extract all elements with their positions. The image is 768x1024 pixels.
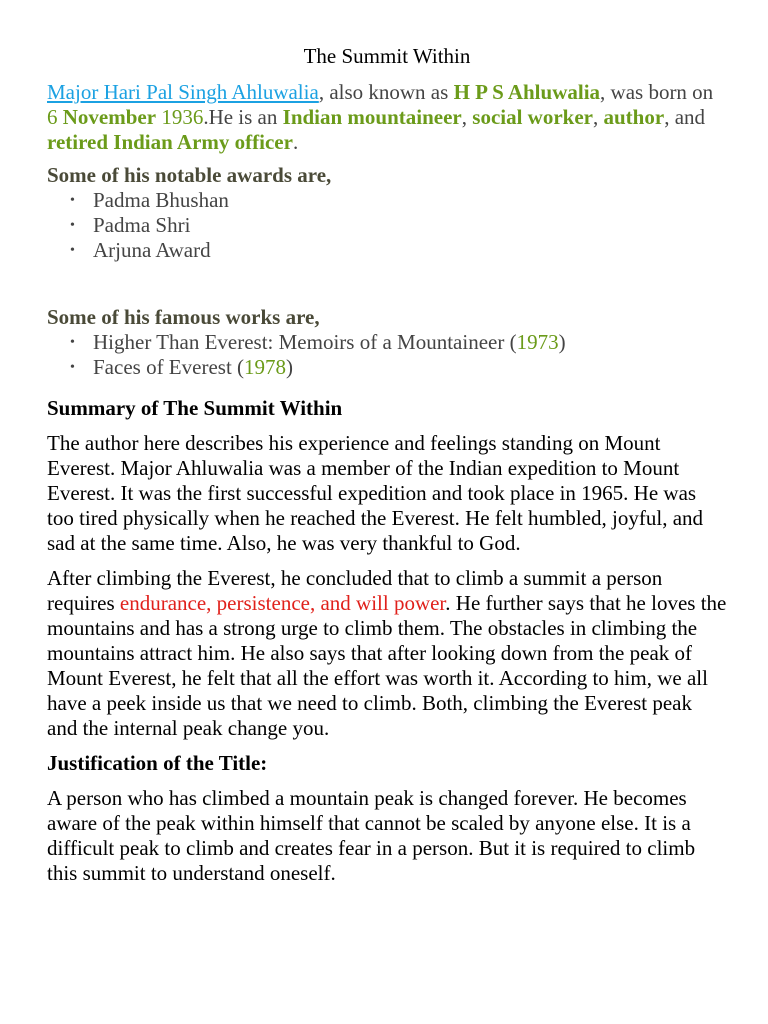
intro-text: , also known as xyxy=(318,80,454,104)
justification-heading: Justification of the Title: xyxy=(47,751,268,775)
work-title: Higher Than Everest: Memoirs of a Mountaineer ( xyxy=(93,330,517,354)
document-page xyxy=(47,42,727,886)
work-item xyxy=(93,355,727,380)
author-name-link[interactable]: Major Hari Pal Singh Ahluwalia xyxy=(47,80,319,104)
qualities-highlight: endurance, persistence, and will power xyxy=(119,591,446,615)
works-heading: Some of his famous works are, xyxy=(47,305,320,329)
works-list xyxy=(47,330,727,380)
justification-paragraph: A person who has climbed a mountain peak is changed forever. He becomes aware of the peak within himself that cannot be scaled by anyone else. It is a difficult peak to climb and creates fear in a person. But it is required to climb this summit to understand oneself. xyxy=(47,786,696,885)
author-short-name: H P S Ahluwalia xyxy=(453,80,601,104)
birth-month: November xyxy=(62,105,157,129)
award-item: • Padma Shri xyxy=(93,213,727,238)
intro-text: . xyxy=(292,130,299,154)
intro-text: , and xyxy=(664,105,706,129)
award-item: • Padma Bhushan xyxy=(93,188,727,213)
work-close: ) xyxy=(558,330,566,354)
work-item xyxy=(93,330,727,355)
summary-paragraph-1: The author here describes his experience and feelings standing on Mount Everest. Major Ahluwalia was a member of the Indian expedition to Mount Everest. It was the first successful expedition and took place in 1965. He was too tired physically when he reached the Everest. He felt humbled, joyful, and sad at the same time. Also, he was very thankful to God. xyxy=(47,431,704,555)
role-social-worker: social worker xyxy=(472,105,593,129)
summary-text: After climbing the Everest, he concluded that to climb a summit a person requires xyxy=(47,566,663,615)
role-mountaineer: Indian mountaineer xyxy=(282,105,462,129)
awards-list xyxy=(47,188,727,263)
work-year: 1978 xyxy=(244,355,287,379)
award-item: • Arjuna Award xyxy=(93,238,727,263)
intro-text: , xyxy=(593,105,604,129)
birth-day: 6 xyxy=(47,105,58,129)
summary-heading: Summary of The Summit Within xyxy=(47,396,343,420)
birth-year: 1936 xyxy=(161,105,204,129)
awards-heading: Some of his notable awards are, xyxy=(47,163,332,187)
intro-text: , xyxy=(461,105,473,129)
work-year: 1973 xyxy=(516,330,559,354)
intro-text: .He is an xyxy=(203,105,283,129)
summary-paragraph-2 xyxy=(47,566,727,741)
work-title: Faces of Everest ( xyxy=(93,355,245,379)
role-author: author xyxy=(603,105,665,129)
role-army-officer: retired Indian Army officer xyxy=(47,130,293,154)
work-close: ) xyxy=(286,355,294,379)
intro-text: , was born on xyxy=(600,80,714,104)
page-title: The Summit Within xyxy=(303,44,471,68)
intro-paragraph xyxy=(47,80,727,155)
summary-text: . He further says that he loves the mountains and has a strong urge to climb them. The obstacles in climbing the mountains attract him. He also says that after looking down from the peak of Mount Everest, he felt that all the effort was worth it. According to him, we all have a peek inside us that we need to climb. Both, climbing the Everest peak and the internal peak change you. xyxy=(47,591,727,740)
